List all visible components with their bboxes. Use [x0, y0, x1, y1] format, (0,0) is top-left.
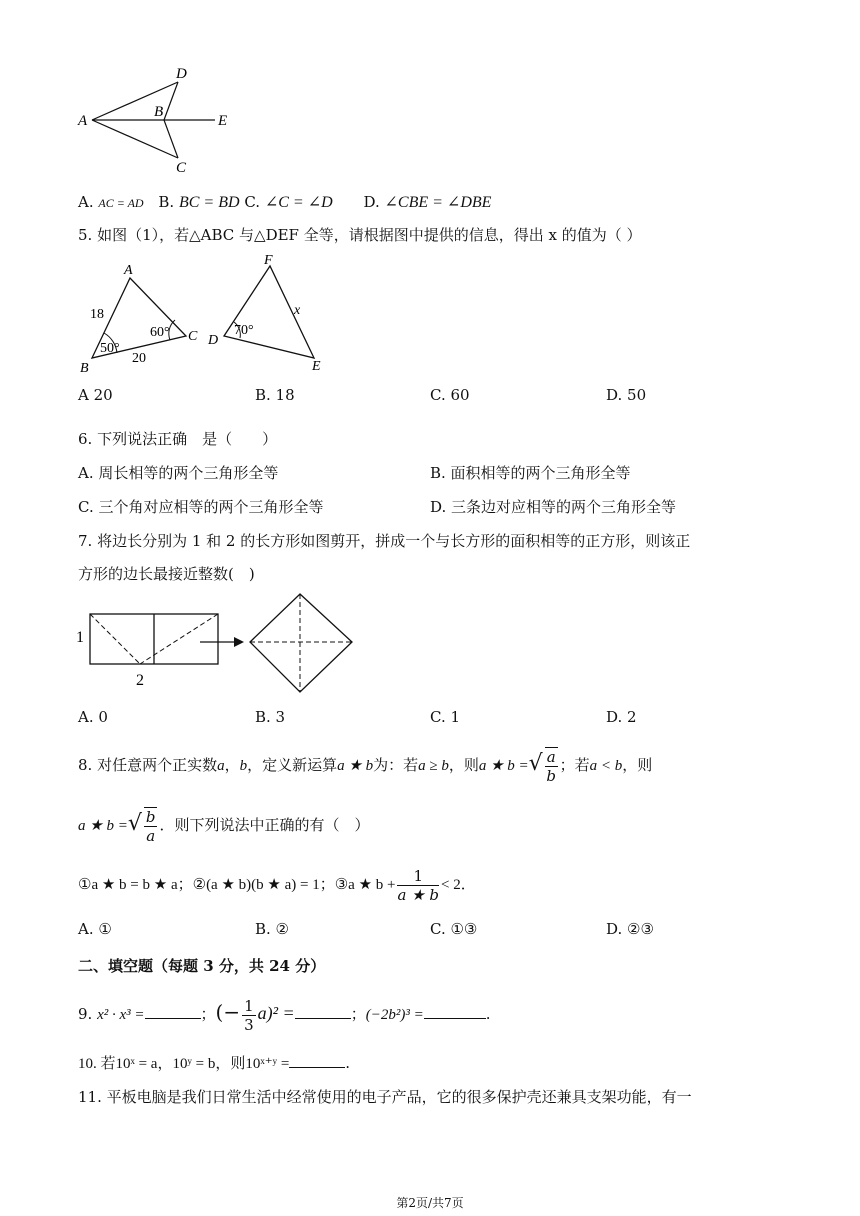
q9-line: [78, 992, 490, 1035]
q7-label-2: 2: [136, 672, 144, 689]
q9-blank-3[interactable]: [424, 1004, 486, 1019]
q9-frac: [242, 997, 256, 1034]
q5-label-d: D: [208, 333, 219, 348]
q4-label-a: A: [78, 113, 88, 129]
section-title: 二、填空题（每题 3 分，共 24 分）: [78, 957, 326, 975]
q9-frac-den: 3: [244, 1015, 254, 1034]
q8-mid4: ；若: [559, 756, 590, 774]
q8-mid3: ，则: [448, 756, 479, 774]
q8-frac1-den: b: [546, 767, 556, 785]
q8-option-c: C. ①③: [430, 920, 478, 938]
q5-figure: [74, 252, 344, 374]
q5-side-ab: 18: [90, 307, 104, 322]
q9-sep1: ；: [200, 1005, 216, 1023]
page-footer: 第2页/共7页: [396, 1196, 464, 1210]
q10-blank[interactable]: [289, 1053, 345, 1068]
q8-frac2-den: a: [146, 827, 156, 845]
q9-expr2-left: (−: [215, 1000, 241, 1024]
q8-stmt-frac-num: 1: [397, 867, 439, 886]
q5-label-a: A: [124, 263, 133, 278]
q8-line1-end: ，则: [622, 756, 653, 774]
q8-mid: ，定义新运算: [247, 756, 338, 774]
q4-option-d-letter: D.: [363, 193, 380, 211]
q5-label-e: E: [312, 359, 321, 374]
q8-option-b: B. ②: [255, 920, 290, 938]
q8-frac1: [545, 747, 558, 785]
q8-op: a ★ b: [337, 758, 374, 774]
q5-stem: 5. 如图（1），若△ABC 与△DEF 全等，请根据图中提供的信息，得出 x 的值为（ ）: [78, 226, 642, 244]
q8-comma: ，: [224, 756, 240, 774]
q8-stmt: ①a ★ b = b ★ a；②(a ★ b)(b ★ a) = 1；③a ★ b +: [78, 877, 396, 893]
q4-options: [78, 192, 491, 212]
q10-end: .: [345, 1054, 351, 1072]
q4-option-a-text: AC = AD: [98, 196, 144, 210]
q8-option-d: D. ②③: [606, 920, 654, 938]
q7-option-b: B. 3: [255, 708, 286, 726]
q5-label-c: C: [188, 329, 198, 344]
q5-option-a: A 20: [78, 386, 113, 404]
q8-cond1: a ≥ b: [418, 758, 449, 774]
q9-label: 9.: [78, 1005, 93, 1023]
q8-statements: [78, 864, 476, 905]
q8-line1: [78, 744, 652, 786]
q7-stem-line2: 方形的边长最接近整数( ): [78, 565, 255, 583]
q8-mid2: 为：若: [373, 756, 419, 774]
q9-sep2: ；: [350, 1005, 366, 1023]
q4-label-c: C: [176, 160, 187, 176]
q4-option-c-text: ∠C = ∠D: [264, 194, 333, 211]
q5-option-d: D. 50: [606, 386, 647, 404]
q8-frac2: [144, 807, 158, 845]
q5-option-c: C. 60: [430, 386, 470, 404]
q5-angle-c: 60°: [150, 325, 170, 340]
q9-frac-num: 1: [244, 996, 254, 1015]
q6-option-a: A. 周长相等的两个三角形全等: [78, 464, 279, 482]
q10-line: [78, 1052, 350, 1073]
q8-stmt-end: < 2．: [441, 877, 476, 893]
q9-blank-2[interactable]: [295, 1004, 351, 1019]
q8-pre: 8. 对任意两个正实数: [78, 756, 218, 774]
q4-option-c-letter: C.: [244, 193, 261, 211]
q8-cond2: a < b: [589, 758, 623, 774]
q5-label-f: F: [264, 253, 273, 268]
q6-option-d: D. 三条边对应相等的两个三角形全等: [430, 498, 677, 516]
q5-angle-d: 70°: [234, 323, 254, 338]
q9-blank-1[interactable]: [145, 1004, 201, 1019]
q8-var-b: b: [239, 758, 248, 774]
q7-figure: [74, 590, 364, 700]
q6-stem: 6. 下列说法正确 是（ ）: [78, 430, 278, 448]
q8-eq1-lhs: a ★ b =: [478, 758, 529, 774]
q6-option-c: C. 三个角对应相等的两个三角形全等: [78, 498, 324, 516]
q8-eq2-lhs: a ★ b =: [78, 818, 128, 834]
q8-stmt-frac: [397, 867, 439, 904]
q5-option-b: B. 18: [255, 386, 295, 404]
q4-option-a-letter: A.: [78, 193, 94, 211]
q5-side-bc: 20: [132, 351, 146, 366]
q4-option-b-text: BC = BD: [178, 194, 240, 211]
q11-text: 11. 平板电脑是我们日常生活中经常使用的电子产品，它的很多保护壳还兼具支架功能，有一: [78, 1088, 692, 1106]
q9-expr3: (−2b²)³ =: [365, 1007, 424, 1023]
q6-option-b: B. 面积相等的两个三角形全等: [430, 464, 631, 482]
q7-stem-line1: 7. 将边长分别为 1 和 2 的长方形如图剪开，拼成一个与长方形的面积相等的正方形，则该正: [78, 532, 691, 550]
q5-angle-b: 50°: [100, 341, 120, 356]
q8-frac2-num: b: [145, 808, 156, 826]
sqrt-icon: √: [528, 751, 543, 776]
q7-option-a: A. 0: [78, 708, 108, 726]
q9-end: .: [485, 1005, 491, 1023]
q4-label-b: B: [154, 104, 164, 120]
q8-line2-end: ．则下列说法中正确的有（ ）: [159, 816, 370, 834]
q8-line2: [78, 804, 369, 846]
q7-option-d: D. 2: [606, 708, 637, 726]
q8-var-a: a: [217, 758, 225, 774]
q7-label-1: 1: [76, 629, 84, 646]
q4-option-d-text: ∠CBE = ∠DBE: [384, 194, 492, 211]
q4-option-b-letter: B.: [158, 193, 175, 211]
q7-option-c: C. 1: [430, 708, 461, 726]
q9-expr1: x² · x³ =: [97, 1007, 145, 1023]
q8-option-a: A. ①: [78, 920, 112, 938]
q4-label-d: D: [176, 66, 187, 82]
q8-stmt-frac-den: a ★ b: [397, 885, 440, 904]
q9-expr2-right: a)² =: [257, 1003, 295, 1023]
sqrt-icon: √: [127, 811, 142, 836]
q8-frac1-num: a: [546, 748, 556, 766]
q4-label-e: E: [218, 113, 228, 129]
q4-figure: [70, 60, 250, 180]
q10-text: 10. 若10ˣ = a，10ʸ = b，则10ˣ⁺ʸ =: [78, 1056, 290, 1072]
q5-label-b: B: [80, 361, 89, 374]
q5-side-x: x: [294, 303, 301, 318]
